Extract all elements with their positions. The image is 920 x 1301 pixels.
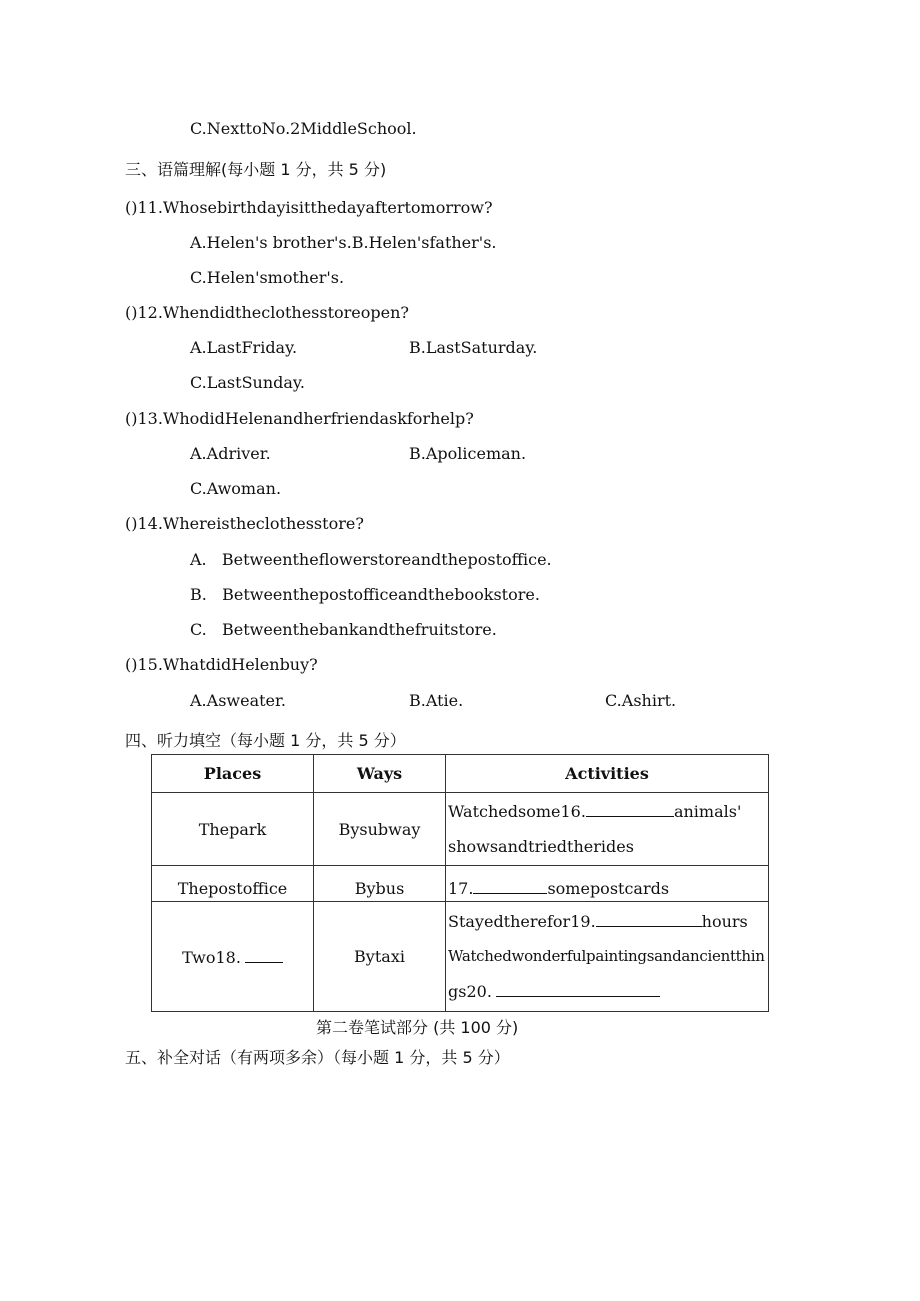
row3-activities — [446, 902, 769, 1012]
row3-place — [152, 902, 314, 1012]
row1-act1: Watchedsome16. — [448, 802, 586, 821]
row1-act1b: animals' — [673, 802, 742, 821]
q14-option-a: A. Betweentheflowerstoreandthepostoffice. — [190, 550, 552, 569]
row2-act1b: somepostcards — [547, 879, 670, 898]
row1-place: Thepark — [152, 793, 314, 866]
q13-option-b: B.Apoliceman. — [409, 444, 527, 463]
row1-act2: showsandtriedtherides — [448, 837, 634, 856]
q15-option-c: C.Ashirt. — [605, 691, 677, 710]
table-row — [152, 902, 769, 1012]
q13-option-a: A.Adriver. — [190, 444, 271, 463]
section5-title: 五、补全对话（有两项多余）（每小题 1 分，共 5 分） — [125, 1048, 510, 1067]
q13-stem: ()13.WhodidHelenandherfriendaskforhelp? — [125, 409, 474, 428]
row3-act1: Stayedtherefor19. — [448, 912, 596, 931]
section3-title: 三、语篇理解(每小题 1 分，共 5 分) — [125, 160, 387, 179]
q12-option-c: C.LastSunday. — [190, 373, 305, 392]
q12-option-a: A.LastFriday. — [190, 338, 298, 357]
blank-17[interactable] — [473, 877, 547, 894]
q15-option-a: A.Asweater. — [190, 691, 286, 710]
blank-20[interactable] — [496, 980, 660, 997]
row3-place-text: Two18. — [182, 948, 241, 967]
table-row — [152, 793, 769, 866]
blank-18[interactable] — [245, 946, 283, 963]
q14-option-c: C. Betweenthebankandthefruitstore. — [190, 620, 497, 639]
q11-option-c: C.Helen'smother's. — [190, 268, 345, 287]
header-places: Places — [152, 755, 314, 793]
q12-stem: ()12.Whendidtheclothesstoreopen? — [125, 303, 409, 322]
q11-option-ab: A.Helen's brother's.B.Helen'sfather's. — [190, 233, 497, 252]
header-ways: Ways — [314, 755, 446, 793]
row3-act1b: hours — [701, 912, 748, 931]
q14-option-b: B. Betweenthepostofficeandthebookstore. — [190, 585, 540, 604]
listening-table — [151, 754, 769, 1012]
q14-stem: ()14.Whereistheclothesstore? — [125, 514, 364, 533]
row1-activities — [446, 793, 769, 866]
row3-way: Bytaxi — [314, 902, 446, 1012]
q13-option-c: C.Awoman. — [190, 479, 282, 498]
q15-stem: ()15.WhatdidHelenbuy? — [125, 655, 318, 674]
blank-19[interactable] — [596, 910, 702, 927]
q15-option-b: B.Atie. — [409, 691, 464, 710]
row3-act2: Watchedwonderfulpaintingsandancientthin — [448, 947, 765, 965]
row2-act1: 17. — [448, 879, 474, 898]
row2-place: Thepostoffice — [152, 866, 314, 902]
header-activities: Activities — [446, 755, 769, 793]
q11-stem: ()11.Whosebirthdayisitthedayaftertomorrow? — [125, 198, 493, 217]
row3-act3: gs20. — [448, 982, 492, 1001]
section4-title: 四、听力填空（每小题 1 分，共 5 分） — [125, 731, 406, 750]
table-row — [152, 866, 769, 902]
row1-way: Bysubway — [314, 793, 446, 866]
row2-way: Bybus — [314, 866, 446, 902]
part2-title: 第二卷笔试部分 (共 100 分) — [316, 1018, 519, 1037]
row2-activities — [446, 866, 769, 902]
blank-16[interactable] — [586, 800, 674, 817]
q12-option-b: B.LastSaturday. — [409, 338, 538, 357]
q10-option-c: C.NexttoNo.2MiddleSchool. — [190, 119, 417, 138]
